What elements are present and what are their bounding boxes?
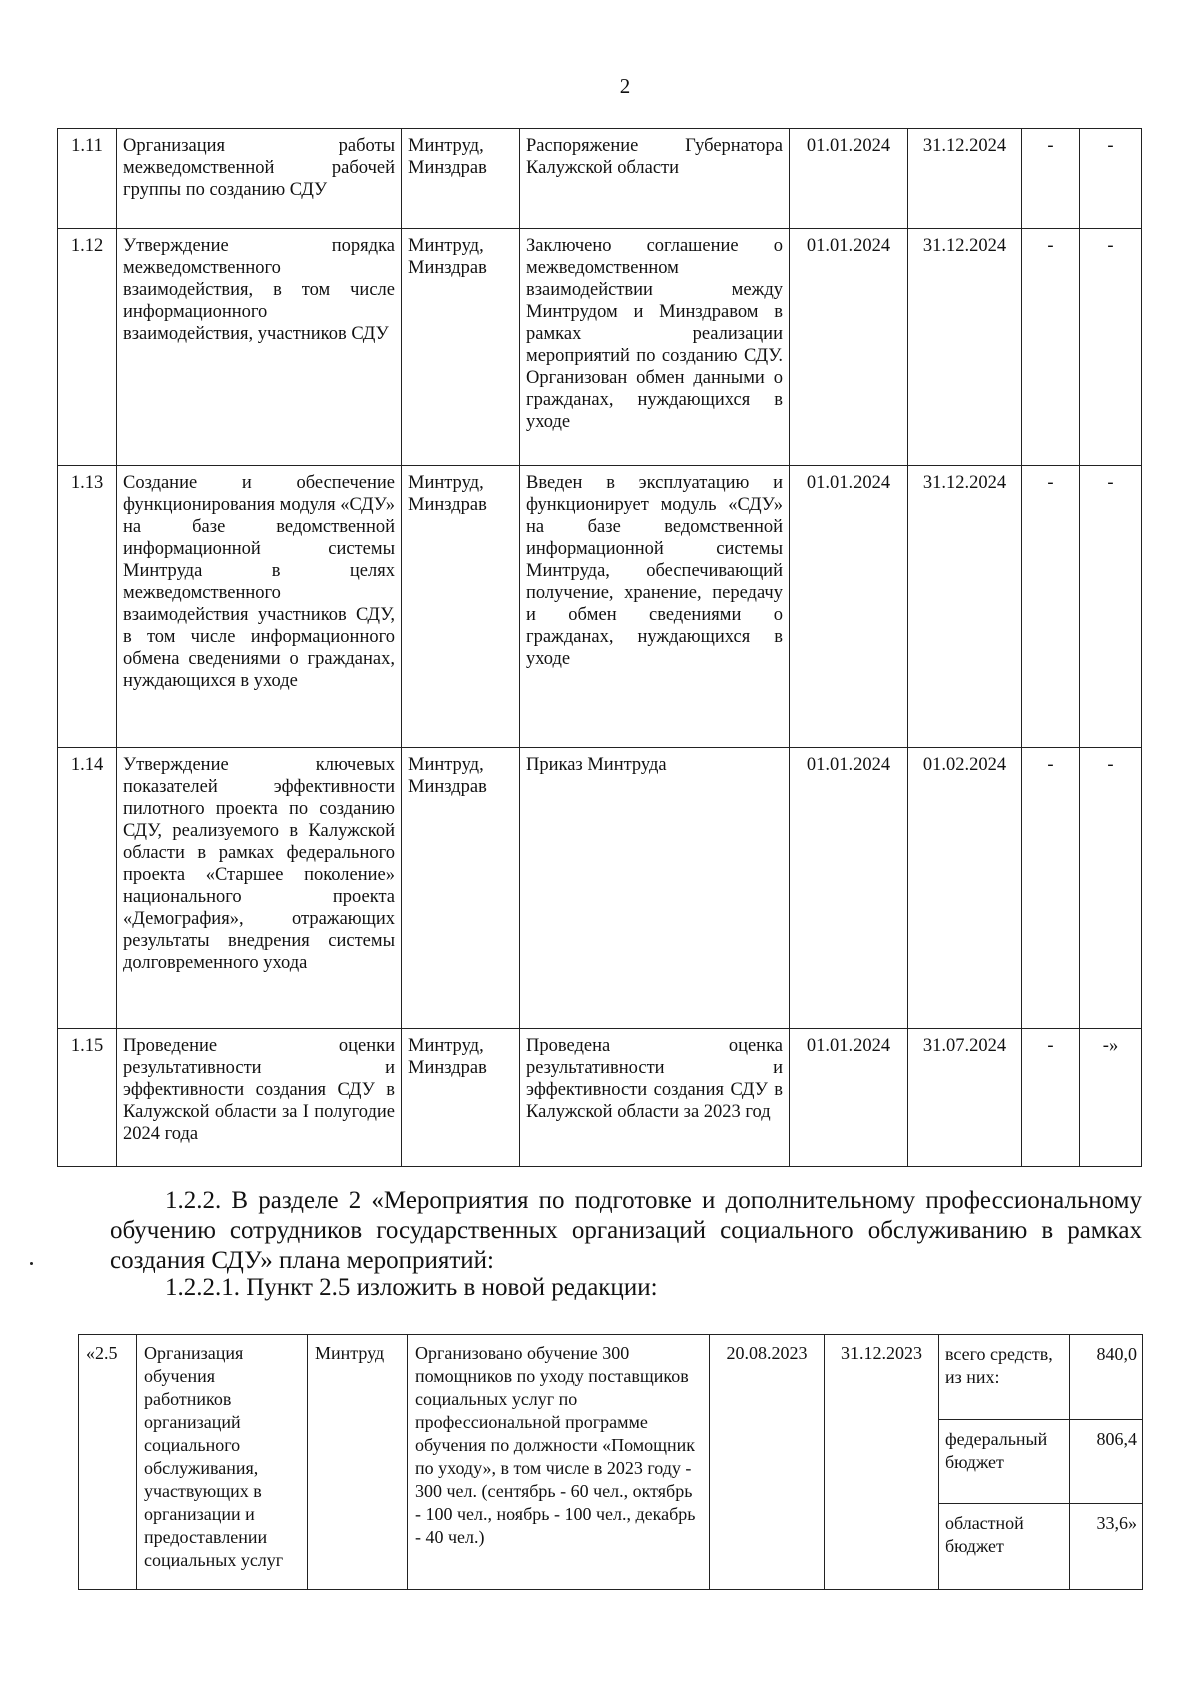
start-date-cell: 01.01.2024 [790, 748, 908, 1029]
funding-cell: - [1022, 748, 1080, 1029]
end-date-cell: 31.07.2024 [908, 1029, 1022, 1167]
activity-cell: Организация обучения работников организаций социального обслуживания, участвующих в организации и предоставлении социальных услуг [137, 1335, 308, 1590]
start-date-cell: 20.08.2023 [710, 1335, 825, 1590]
budget-row [939, 1335, 1143, 1419]
responsible-cell: Минтруд, Минздрав [402, 129, 520, 229]
activity-cell: Утверждение ключевых показателей эффективности пилотного проекта по созданию СДУ, реализуемого в Калужской области в рамках федерального проекта «Старшее поколение» национального проекта «Демография», отражающих результаты внедрения системы долговременного ухода [117, 748, 402, 1029]
responsible-cell: Минтруд, Минздрав [402, 748, 520, 1029]
table-row [58, 466, 1142, 748]
start-date-cell: 01.01.2024 [790, 129, 908, 229]
table-row [79, 1335, 1143, 1590]
row-number: «2.5 [79, 1335, 137, 1590]
row-number: 1.13 [58, 466, 117, 748]
result-cell: Заключено соглашение о межведомственном взаимодействии между Минтрудом и Минздравом в рамках реализации мероприятий по созданию СДУ. Организован обмен данными о гражданах, нуждающихся в уходе [520, 229, 790, 466]
funding-value-cell: - [1080, 229, 1142, 466]
budget-breakdown [939, 1335, 1143, 1589]
page-number: 2 [619, 74, 631, 98]
budget-label: федеральный бюджет [939, 1419, 1069, 1503]
result-cell: Организовано обучение 300 помощников по уходу поставщиков социальных услуг по профессиональной программе обучения по должности «Помощник по уходу», в том числе в 2023 году - 300 чел. (сентябрь - 60 чел., октябрь - 100 чел., ноябрь - 100 чел., декабрь - 40 чел.) [408, 1335, 710, 1590]
budget-cell [939, 1335, 1143, 1590]
table-row [58, 129, 1142, 229]
end-date-cell: 01.02.2024 [908, 748, 1022, 1029]
budget-label: всего средств, из них: [939, 1335, 1069, 1419]
table-row [58, 229, 1142, 466]
responsible-cell: Минтруд, Минздрав [402, 466, 520, 748]
end-date-cell: 31.12.2024 [908, 129, 1022, 229]
row-number: 1.15 [58, 1029, 117, 1167]
result-cell: Введен в эксплуатацию и функционирует модуль «СДУ» на базе ведомственной информационной системы Минтруда, обеспечивающий получение, хранение, передачу и обмен сведениями о гражданах, нуждающихся в уходе [520, 466, 790, 748]
plan-table-section-1 [57, 128, 1142, 1167]
funding-value-cell: - [1080, 748, 1142, 1029]
budget-value: 806,4 [1069, 1419, 1143, 1503]
row-number: 1.11 [58, 129, 117, 229]
activity-cell: Проведение оценки результативности и эффективности создания СДУ в Калужской области за I полугодие 2024 года [117, 1029, 402, 1167]
budget-value: 33,6» [1096, 1512, 1137, 1533]
start-date-cell: 01.01.2024 [790, 229, 908, 466]
end-date-cell: 31.12.2023 [825, 1335, 939, 1590]
activity-cell: Утверждение порядка межведомственного взаимодействия, в том числе информационного взаимодействия, участников СДУ [117, 229, 402, 466]
start-date-cell: 01.01.2024 [790, 466, 908, 748]
margin-mark [30, 1262, 33, 1265]
funding-cell: - [1022, 1029, 1080, 1167]
row-number: 1.14 [58, 748, 117, 1029]
table-row [58, 748, 1142, 1029]
activity-cell: Создание и обеспечение функционирования модуля «СДУ» на базе ведомственной информационной системы Минтруда в целях межведомственного взаимодействия участников СДУ, в том числе информационного обмена сведениями о гражданах, нуждающихся в уходе [117, 466, 402, 748]
funding-cell: - [1022, 229, 1080, 466]
budget-row [939, 1419, 1143, 1503]
result-cell: Распоряжение Губернатора Калужской области [520, 129, 790, 229]
responsible-cell: Минтруд [308, 1335, 408, 1590]
end-date-cell: 31.12.2024 [908, 229, 1022, 466]
funding-value-cell: - [1080, 129, 1142, 229]
budget-row [939, 1503, 1143, 1589]
funding-cell: - [1022, 466, 1080, 748]
amendment-paragraph: 1.2.2. В разделе 2 «Мероприятия по подготовке и дополнительному профессиональному обучению сотрудников государственных организаций социального обслуживанию в рамках создания СДУ» плана мероприятий: [110, 1187, 1142, 1274]
table-row [58, 1029, 1142, 1167]
funding-cell: - [1022, 129, 1080, 229]
activity-cell: Организация работы межведомственной рабочей группы по созданию СДУ [117, 129, 402, 229]
responsible-cell: Минтруд, Минздрав [402, 1029, 520, 1167]
funding-value-cell: -» [1080, 1029, 1142, 1167]
plan-table-item-2-5 [78, 1334, 1143, 1590]
start-date-cell: 01.01.2024 [790, 1029, 908, 1167]
result-cell: Проведена оценка результативности и эффективности создания СДУ в Калужской области за 2023 год [520, 1029, 790, 1167]
funding-value-cell: - [1080, 466, 1142, 748]
row-number: 1.12 [58, 229, 117, 466]
budget-label: областной бюджет [939, 1503, 1069, 1589]
responsible-cell: Минтруд, Минздрав [402, 229, 520, 466]
result-cell: Приказ Минтруда [520, 748, 790, 1029]
amendment-subparagraph: 1.2.2.1. Пункт 2.5 изложить в новой редакции: [165, 1274, 658, 1301]
end-date-cell: 31.12.2024 [908, 466, 1022, 748]
budget-value: 840,0 [1069, 1335, 1143, 1419]
